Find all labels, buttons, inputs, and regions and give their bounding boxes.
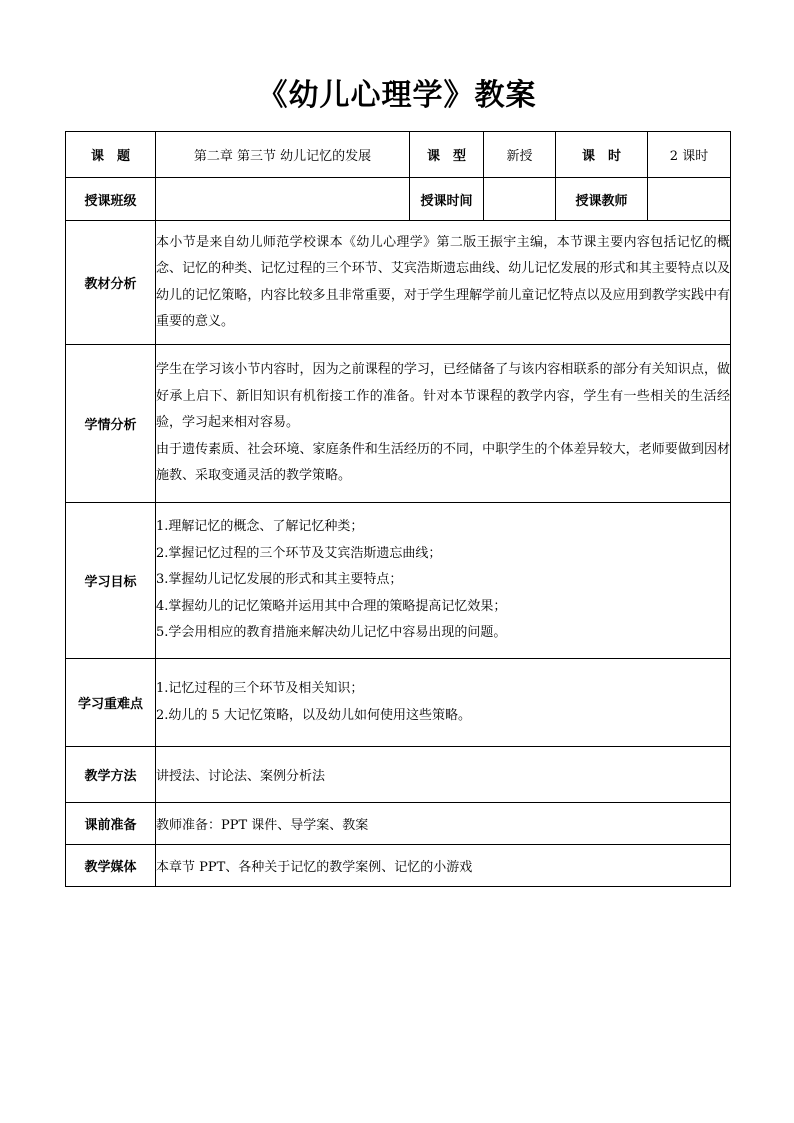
student-analysis-content: [156, 345, 731, 503]
material-analysis-content: [156, 221, 731, 345]
student-analysis-paragraph: 由于遗传素质、社会环境、家庭条件和生活经历的不同，中职学生的个体差异较大，老师要做到因材施教、采取变通灵活的教学策略。: [156, 441, 730, 484]
teaching-methods-row: [66, 747, 731, 803]
topic-value: 第二章 第三节 幼儿记忆的发展: [156, 132, 410, 178]
hours-label: 课 时: [556, 132, 648, 178]
learning-goals-row: [66, 503, 731, 659]
learning-goal-item: 5.学会用相应的教育措施来解决幼儿记忆中容易出现的问题。: [156, 625, 507, 641]
key-point-item: 1.记忆过程的三个环节及相关知识；: [156, 681, 364, 696]
material-analysis-row: [66, 221, 731, 345]
learning-goal-item: 4.掌握幼儿的记忆策略并运用其中合理的策略提高记忆效果；: [156, 598, 507, 614]
teaching-methods-value: 讲授法、讨论法、案例分析法: [156, 747, 731, 803]
student-analysis-label: 学情分析: [66, 345, 156, 503]
student-analysis-paragraph: 学生在学习该小节内容时，因为之前课程的学习，已经储备了与该内容相联系的部分有关知识点，做好承上启下、新旧知识有机衔接工作的准备。针对本节课程的教学内容，学生有一些相关的生活经验，学习起来相对容易。: [156, 362, 730, 431]
key-point-item: 2.幼儿的 5 大记忆策略，以及幼儿如何使用这些策略。: [156, 707, 471, 723]
learning-goal-item: 3.掌握幼儿记忆发展的形式和其主要特点；: [156, 572, 403, 588]
learning-goal-item: 1.理解记忆的概念、了解记忆种类；: [156, 519, 364, 535]
lesson-plan-table: [65, 131, 731, 887]
key-points-row: [66, 659, 731, 747]
hours-value: 2 课时: [648, 132, 731, 178]
teacher-label: 授课教师: [556, 178, 648, 221]
media-value: 本章节 PPT、各种关于记忆的教学案例、记忆的小游戏: [156, 845, 731, 887]
preparation-row: [66, 803, 731, 845]
media-row: [66, 845, 731, 887]
time-value: [484, 178, 556, 221]
preparation-label: 课前准备: [66, 803, 156, 845]
teaching-methods-label: 教学方法: [66, 747, 156, 803]
class-value: [156, 178, 410, 221]
header-row: [66, 132, 731, 178]
learning-goal-item: 2.掌握记忆过程的三个环节及艾宾浩斯遗忘曲线；: [156, 545, 442, 561]
learning-goals-label: 学习目标: [66, 503, 156, 659]
teacher-value: [648, 178, 731, 221]
media-label: 教学媒体: [66, 845, 156, 887]
preparation-value: 教师准备：PPT 课件、导学案、教案: [156, 803, 731, 845]
key-points-label: 学习重难点: [66, 659, 156, 747]
time-label: 授课时间: [410, 178, 484, 221]
class-row: [66, 178, 731, 221]
type-value: 新授: [484, 132, 556, 178]
material-analysis-label: 教材分析: [66, 221, 156, 345]
learning-goals-content: [156, 503, 731, 659]
type-label: 课 型: [410, 132, 484, 178]
key-points-content: [156, 659, 731, 747]
class-label: 授课班级: [66, 178, 156, 221]
topic-label: 课 题: [66, 132, 156, 178]
student-analysis-row: [66, 345, 731, 503]
document-title: 《幼儿心理学》教案: [257, 78, 537, 113]
material-analysis-paragraph: 本小节是来自幼儿师范学校课本《幼儿心理学》第二版王振宇主编，本节课主要内容包括记忆的概念、记忆的种类、记忆过程的三个环节、艾宾浩斯遗忘曲线、幼儿记忆发展的形式和其主要特点以及幼儿的记忆策略，内容比较多且非常重要，对于学生理解学前儿童记忆特点以及应用到教学实践中有重要的意义。: [156, 234, 730, 329]
